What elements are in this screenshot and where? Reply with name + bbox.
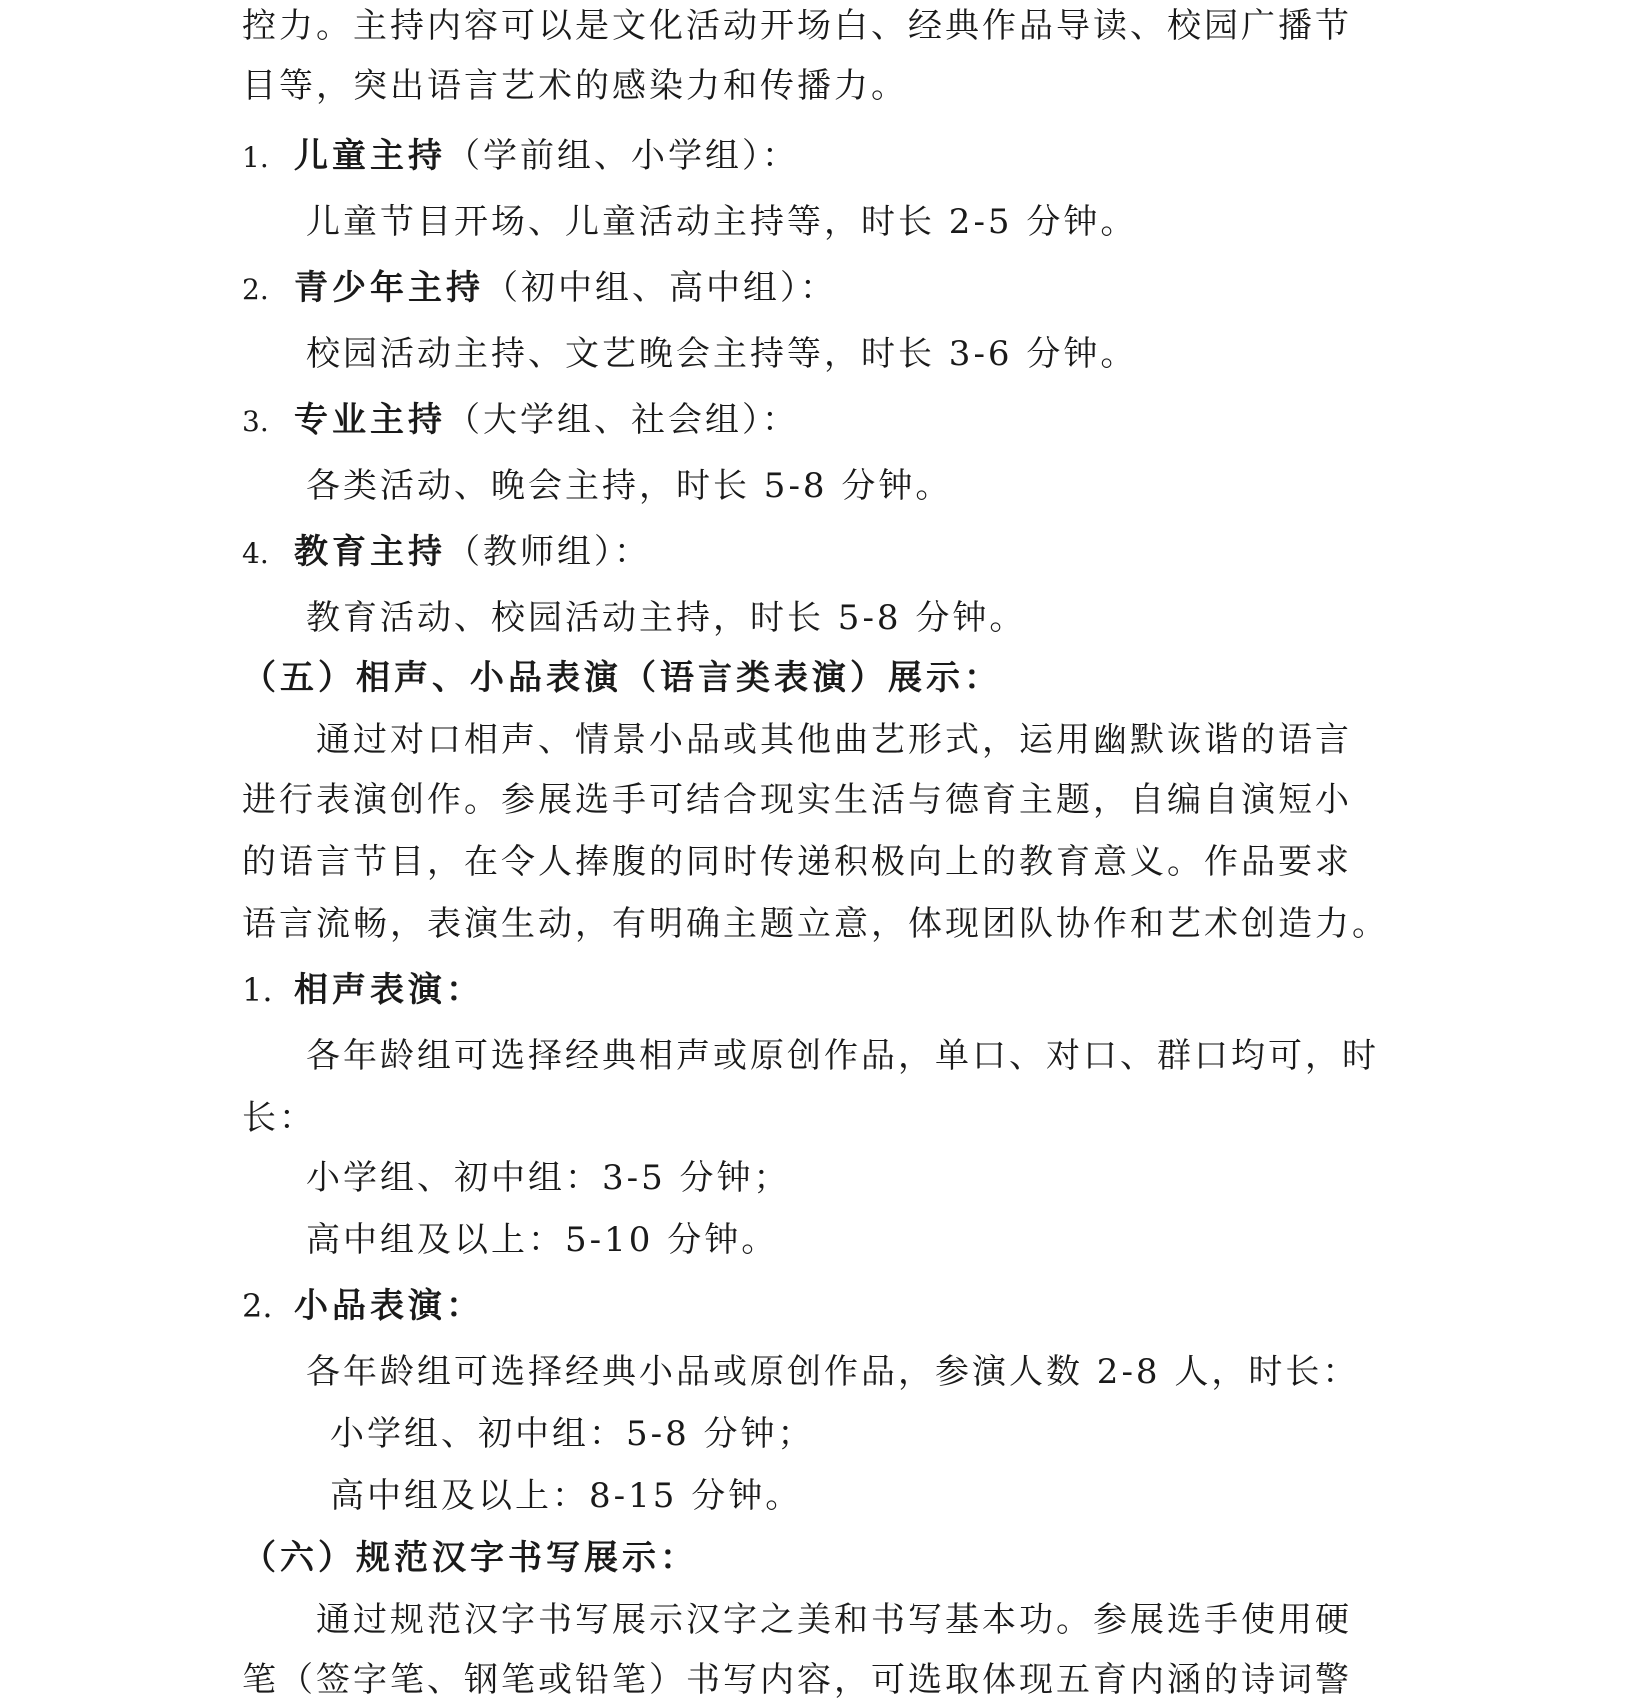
hosting-item-1-group: （学前组、小学组）：: [446, 136, 799, 176]
hosting-item-1-title: 儿童主持: [294, 136, 446, 176]
crosstalk-desc-line-2: 长：: [242, 1098, 316, 1138]
sketch-desc: 各年龄组可选择经典小品或原创作品，参演人数 2-8 人，时长：: [306, 1352, 1360, 1392]
hosting-item-1-number: 1.: [242, 141, 269, 174]
hosting-item-4-group: （教师组）：: [446, 532, 651, 572]
hosting-item-2-heading: [242, 268, 837, 310]
section-5-para-line-2: 进行表演创作。参展选手可结合现实生活与德育主题，自编自演短小: [242, 780, 1352, 820]
hosting-item-4-number: 4.: [242, 537, 269, 570]
hosting-item-4-title: 教育主持: [294, 532, 446, 572]
hosting-item-4-desc: 教育活动、校园活动主持，时长 5-8 分钟。: [306, 598, 1027, 638]
sketch-duration-2: 高中组及以上：8-15 分钟。: [330, 1476, 803, 1516]
hosting-item-2-desc: 校园活动主持、文艺晚会主持等，时长 3-6 分钟。: [306, 334, 1138, 374]
sketch-duration-1: 小学组、初中组：5-8 分钟；: [330, 1414, 815, 1454]
hosting-item-1-desc: 儿童节目开场、儿童活动主持等，时长 2-5 分钟。: [306, 202, 1138, 242]
sketch-heading: [242, 1286, 484, 1326]
hosting-item-3-group: （大学组、社会组）：: [446, 400, 799, 440]
crosstalk-heading: [242, 970, 484, 1010]
hosting-item-2-title: 青少年主持: [294, 268, 484, 308]
section-6-para-line-1: 通过规范汉字书写展示汉字之美和书写基本功。参展选手使用硬: [316, 1600, 1352, 1640]
crosstalk-duration-2: 高中组及以上：5-10 分钟。: [306, 1220, 779, 1260]
intro-line-2: 目等，突出语言艺术的感染力和传播力。: [242, 66, 908, 106]
section-5-para-line-1: 通过对口相声、情景小品或其他曲艺形式，运用幽默诙谐的语言: [316, 720, 1352, 760]
section-6-para-line-2: 笔（签字笔、钢笔或铅笔）书写内容，可选取体现五育内涵的诗词警: [242, 1660, 1352, 1700]
hosting-item-4-heading: [242, 532, 651, 574]
crosstalk-desc-line-1: 各年龄组可选择经典相声或原创作品，单口、对口、群口均可，时: [306, 1036, 1379, 1076]
crosstalk-title: 相声表演：: [294, 970, 484, 1010]
hosting-item-1-heading: [242, 136, 799, 178]
hosting-item-3-title: 专业主持: [294, 400, 446, 440]
section-5-para-line-3: 的语言节目，在令人捧腹的同时传递积极向上的教育意义。作品要求: [242, 842, 1352, 882]
hosting-item-3-heading: [242, 400, 799, 442]
sketch-title: 小品表演：: [294, 1286, 484, 1326]
hosting-item-2-group: （初中组、高中组）：: [484, 268, 837, 308]
crosstalk-duration-1: 小学组、初中组：3-5 分钟；: [306, 1158, 791, 1198]
sketch-number: 2.: [242, 1287, 273, 1325]
intro-line-1: 控力。主持内容可以是文化活动开场白、经典作品导读、校园广播节: [242, 6, 1352, 46]
hosting-item-3-desc: 各类活动、晚会主持，时长 5-8 分钟。: [306, 466, 953, 506]
section-6-heading: （六）规范汉字书写展示：: [242, 1538, 698, 1578]
section-5-heading: （五）相声、小品表演（语言类表演）展示：: [242, 658, 1002, 698]
hosting-item-3-number: 3.: [242, 405, 269, 438]
crosstalk-number: 1.: [242, 971, 273, 1009]
hosting-item-2-number: 2.: [242, 273, 269, 306]
section-5-para-line-4: 语言流畅，表演生动，有明确主题立意，体现团队协作和艺术创造力。: [242, 904, 1389, 944]
